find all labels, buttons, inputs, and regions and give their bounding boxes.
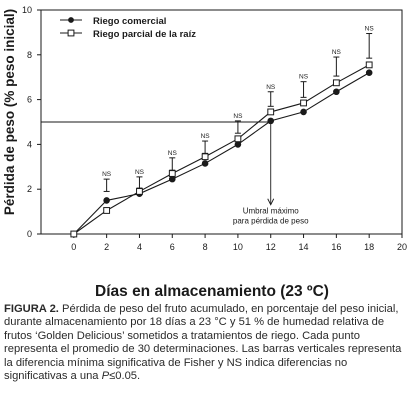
threshold-label-line: para pérdida de peso — [232, 216, 309, 226]
x-tick-label: 18 — [364, 242, 375, 252]
y-tick-label: 0 — [26, 229, 32, 239]
x-tick-label: 2 — [104, 242, 110, 252]
lsd-label: NS — [331, 49, 341, 57]
lsd-label: NS — [134, 168, 144, 176]
y-tick-label: 10 — [21, 5, 32, 15]
series-1-point — [366, 70, 372, 76]
x-tick-label: 8 — [202, 242, 208, 252]
lsd-label: NS — [167, 149, 177, 157]
x-axis-title: Días en almacenamiento (23 ºC) — [95, 283, 329, 300]
caption-p-symbol: P — [101, 370, 110, 383]
y-tick-label: 4 — [26, 139, 32, 150]
x-tick-label: 6 — [169, 242, 175, 252]
series-2-point — [268, 109, 274, 115]
lsd-bars — [102, 26, 374, 192]
series-2-point — [301, 100, 307, 106]
series-2-point — [202, 154, 208, 160]
x-tick-label: 0 — [71, 242, 77, 252]
series — [71, 62, 372, 237]
x-tick-label: 4 — [136, 242, 142, 252]
legend-marker — [68, 17, 74, 23]
caption-body: Pérdida de peso del fruto acumulado, en porcentaje del peso inicial, durante almacenamiento por 18 días a 23 °C y 51 % de humedad relativa de frutos ‘Golden Delicious’ sometidos a tratamientos de riego. Cada punto representa el promedio de 30 determinaciones. Las barras verticales representa la diferencia mínima significativa de Fisher y NS indica diferencias no significativas a una — [4, 303, 402, 383]
series-1-point — [268, 118, 274, 124]
y-tick-label: 6 — [26, 94, 32, 105]
series-1-point — [235, 142, 241, 148]
y-axis-title: Pérdida de peso (% peso inicial) — [2, 8, 17, 216]
x-tick-label: 12 — [265, 242, 276, 252]
lsd-label: NS — [233, 112, 243, 120]
legend-marker — [68, 30, 74, 36]
lsd-label: NS — [364, 25, 374, 33]
series-1-point — [104, 198, 110, 204]
lsd-label: NS — [200, 133, 210, 141]
threshold-label-line: Umbral máximo — [242, 206, 299, 216]
y-tick-label: 2 — [26, 184, 32, 195]
x-tick-label: 20 — [396, 242, 408, 252]
lsd-label: NS — [102, 171, 112, 179]
x-tick-label: 10 — [232, 242, 243, 252]
series-2-point — [71, 231, 77, 237]
series-2-point — [137, 189, 143, 195]
series-line-1 — [74, 73, 369, 234]
lsd-label: NS — [299, 73, 309, 81]
lsd-label: NS — [266, 83, 276, 91]
series-1-point — [333, 89, 339, 95]
series-1-point — [202, 161, 208, 167]
legend-label: Riego comercial — [93, 16, 167, 27]
series-2-point — [104, 208, 110, 214]
series-2-point — [169, 171, 175, 177]
series-2-point — [366, 62, 372, 68]
legend-label: Riego parcial de la raíz — [93, 29, 196, 40]
caption-tail: ≤0.05. — [109, 370, 141, 383]
series-2-point — [235, 136, 241, 142]
x-tick-label: 14 — [298, 242, 309, 252]
series-line-2 — [74, 65, 369, 234]
series-1-point — [169, 176, 175, 182]
axes — [22, 5, 407, 252]
caption-label: FIGURA 2. — [4, 303, 59, 315]
y-tick-label: 8 — [26, 49, 32, 60]
series-2-point — [333, 80, 339, 86]
legend — [60, 16, 196, 40]
series-1-point — [301, 109, 307, 115]
figure-caption — [4, 303, 405, 383]
x-tick-label: 16 — [331, 242, 342, 252]
